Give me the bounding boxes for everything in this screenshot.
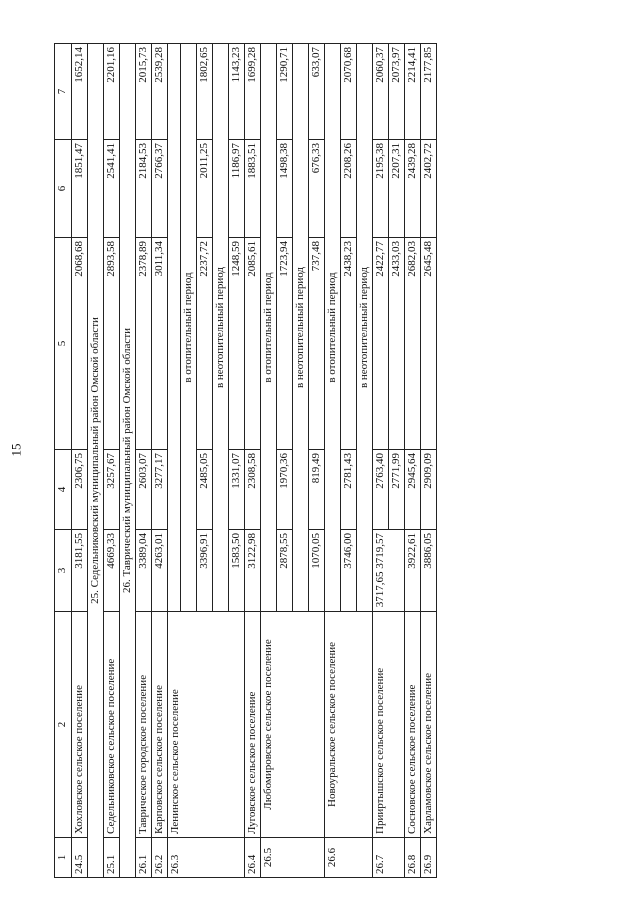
value-cell: 633,07: [309, 44, 325, 140]
value-cell: 2893,58: [104, 238, 120, 450]
value-cell: 2438,23: [341, 238, 357, 450]
value-cell: 2781,43: [341, 450, 357, 530]
value-cell: 2201,16: [104, 44, 120, 140]
period-label: в неотопительный период: [213, 44, 229, 612]
settlement-name: Карповское сельское поселение: [152, 612, 168, 838]
value-cell: 2433,03: [389, 238, 405, 450]
value-cell: 3717,65 3719,57: [373, 530, 405, 612]
value-cell: 3389,04: [136, 530, 152, 612]
table-row: [405, 44, 421, 878]
value-cell: 2011,25: [197, 140, 213, 238]
col-header: 3: [55, 530, 72, 612]
col-header: 6: [55, 140, 72, 238]
value-cell: 2378,89: [136, 238, 152, 450]
value-cell: 2878,55: [277, 530, 293, 612]
row-number: 26.1: [136, 838, 152, 878]
row-number: 24.5: [72, 838, 88, 878]
value-cell: 1851,47: [72, 140, 88, 238]
value-cell: 4669,33: [104, 530, 120, 612]
period-label: в отопительный период: [181, 44, 197, 612]
value-cell: 2177,85: [421, 44, 437, 140]
value-cell: 2402,72: [421, 140, 437, 238]
value-cell: 2195,38: [373, 140, 389, 238]
value-cell: 3181,55: [72, 530, 88, 612]
value-cell: 2085,61: [245, 238, 261, 450]
value-cell: 2682,03: [405, 238, 421, 450]
value-cell: 1883,51: [245, 140, 261, 238]
value-cell: 3257,67: [104, 450, 120, 530]
value-cell: 2439,28: [405, 140, 421, 238]
period-row: [261, 44, 277, 878]
value-cell: 1186,97: [229, 140, 245, 238]
value-cell: 1498,38: [277, 140, 293, 238]
table-row: [421, 44, 437, 878]
value-cell: 1699,28: [245, 44, 261, 140]
value-cell: 3922,61: [405, 530, 421, 612]
period-label: в неотопительный период: [293, 44, 309, 612]
row-number: 26.3: [168, 838, 245, 878]
settlement-name: Хохловское сельское поселение: [72, 612, 88, 838]
page-number: 15: [8, 443, 24, 457]
value-cell: 3011,34: [152, 238, 168, 450]
tariff-table: [54, 43, 437, 878]
section-row: [120, 44, 136, 878]
table-row: [245, 44, 261, 878]
col-header: 4: [55, 450, 72, 530]
value-cell: 3277,17: [152, 450, 168, 530]
value-cell: 2763,40: [373, 450, 389, 530]
value-cell: 2485,05: [197, 450, 213, 530]
settlement-name: Новоуральское сельское поселение: [325, 612, 373, 838]
row-number: 26.9: [421, 838, 437, 878]
settlement-name: Прииртышское сельское поселение: [373, 612, 405, 838]
value-cell: 1290,71: [277, 44, 293, 140]
value-cell: 2214,41: [405, 44, 421, 140]
value-cell: 3886,05: [421, 530, 437, 612]
value-cell: 737,48: [309, 238, 325, 450]
value-cell: 2073,97: [389, 44, 405, 140]
rotated-table-wrapper: [54, 44, 618, 878]
value-cell: 1652,14: [72, 44, 88, 140]
value-cell: 2070,68: [341, 44, 357, 140]
value-cell: 2068,68: [72, 238, 88, 450]
row-number: 25.1: [104, 838, 120, 878]
value-cell: 2184,53: [136, 140, 152, 238]
section-row: [88, 44, 104, 878]
row-number: 26.7: [373, 838, 405, 878]
col-header: 1: [55, 838, 72, 878]
value-cell: 1802,65: [197, 44, 213, 140]
value-cell: 2015,73: [136, 44, 152, 140]
value-cell: 2306,75: [72, 450, 88, 530]
settlement-name: Ленинское сельское поселение: [168, 612, 245, 838]
value-cell: 819,49: [309, 450, 325, 530]
value-cell: 1583,50: [229, 530, 245, 612]
value-cell: 1331,07: [229, 450, 245, 530]
value-cell: 1970,36: [277, 450, 293, 530]
value-cell: 2308,58: [245, 450, 261, 530]
value-cell: 3122,98: [245, 530, 261, 612]
value-cell: 2645,48: [421, 238, 437, 450]
period-label: в неотопительный период: [357, 44, 373, 612]
value-cell: 2208,26: [341, 140, 357, 238]
table-row: [168, 44, 181, 878]
header-row: [55, 44, 72, 878]
value-cell: 3746,00: [341, 530, 357, 612]
settlement-name: Луговское сельское поселение: [245, 612, 261, 838]
value-cell: 2060,37: [373, 44, 389, 140]
period-label: в отопительный период: [261, 44, 277, 612]
value-cell: 2771,99: [389, 450, 405, 530]
col-header: 7: [55, 44, 72, 140]
section-title: 26. Таврический муниципальный район Омской области: [120, 44, 136, 878]
value-cell: 1723,94: [277, 238, 293, 450]
row-number: 26.5: [261, 838, 325, 878]
period-row: [325, 44, 341, 878]
value-cell: 2207,31: [389, 140, 405, 238]
value-cell: 1248,59: [229, 238, 245, 450]
col-header: 2: [55, 612, 72, 838]
table-row: [104, 44, 120, 878]
section-title: 25. Седельниковский муниципальный район Омской области: [88, 44, 104, 878]
blank-cell: [168, 44, 181, 612]
value-cell: 2909,09: [421, 450, 437, 530]
settlement-name: Любомировское сельское поселение: [261, 612, 325, 838]
value-cell: 676,33: [309, 140, 325, 238]
col-header: 5: [55, 238, 72, 450]
row-number: 26.2: [152, 838, 168, 878]
value-cell: 1070,05: [309, 530, 325, 612]
settlement-name: Таврическое городское поселение: [136, 612, 152, 838]
value-cell: 2539,28: [152, 44, 168, 140]
row-number: 26.6: [325, 838, 373, 878]
value-cell: 2603,07: [136, 450, 152, 530]
value-cell: 2766,37: [152, 140, 168, 238]
value-cell: 3396,91: [197, 530, 213, 612]
value-cell: 2422,77: [373, 238, 389, 450]
row-number: 26.8: [405, 838, 421, 878]
period-label: в отопительный период: [325, 44, 341, 612]
table-row: [373, 44, 389, 878]
value-cell: 1143,23: [229, 44, 245, 140]
table-row: [152, 44, 168, 878]
table-row: [136, 44, 152, 878]
row-number: 26.4: [245, 838, 261, 878]
settlement-name: Харламовское сельское поселение: [421, 612, 437, 838]
value-cell: 4263,01: [152, 530, 168, 612]
value-cell: 2945,64: [405, 450, 421, 530]
value-cell: 2237,72: [197, 238, 213, 450]
settlement-name: Седельниковское сельское поселение: [104, 612, 120, 838]
settlement-name: Сосновское сельское поселение: [405, 612, 421, 838]
table-row: [72, 44, 88, 878]
value-cell: 2541,41: [104, 140, 120, 238]
